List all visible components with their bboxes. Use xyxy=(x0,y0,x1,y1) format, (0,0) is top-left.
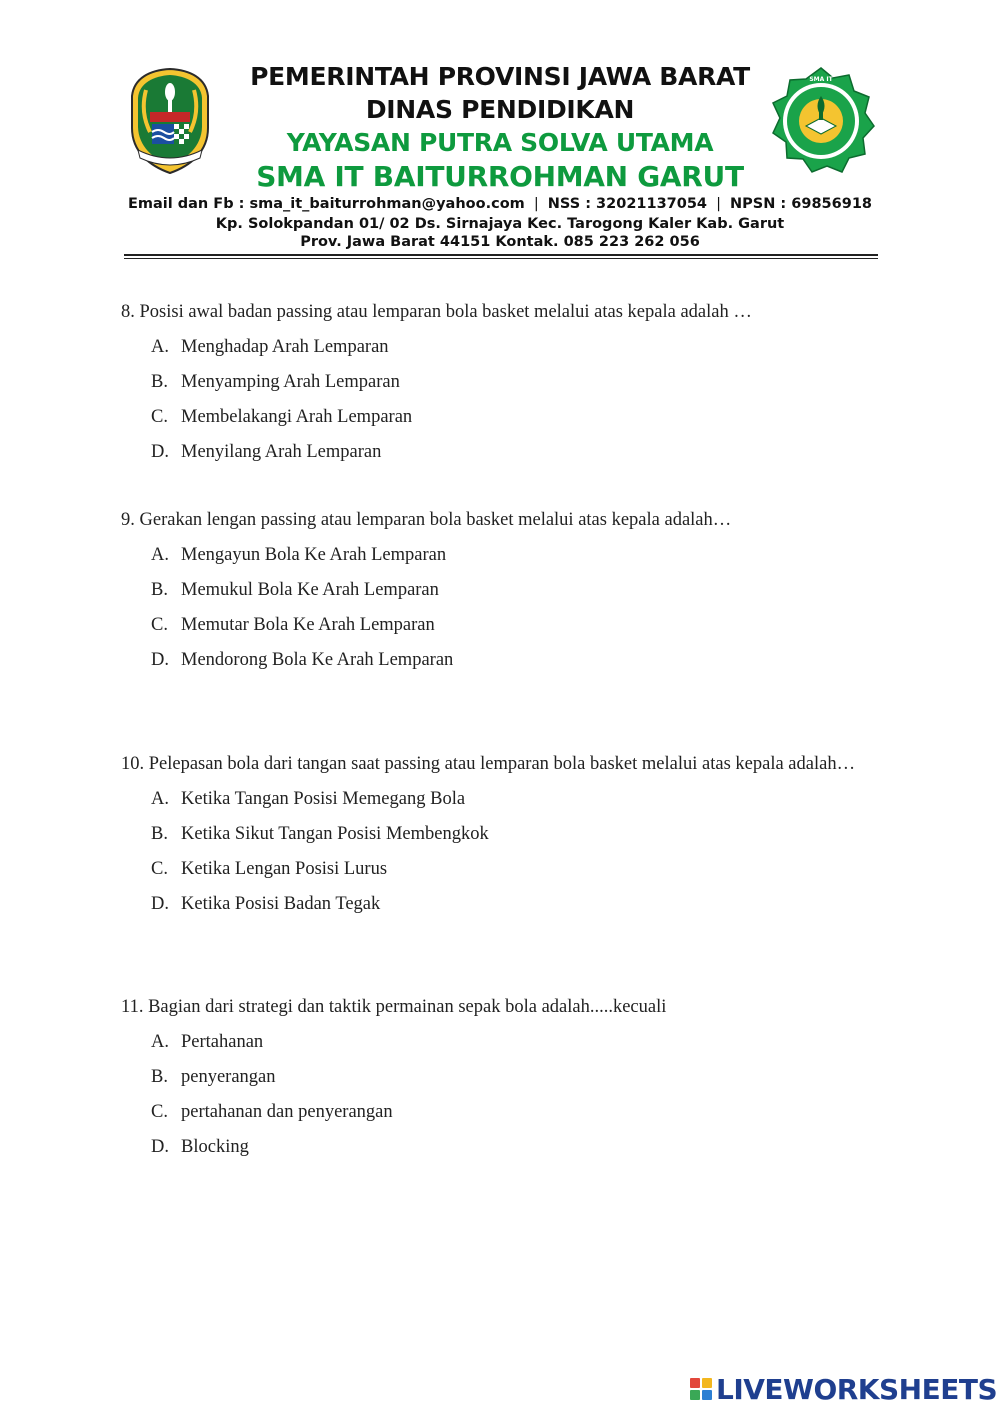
option-d[interactable]: D. Ketika Posisi Badan Tegak xyxy=(151,894,381,914)
liveworksheets-watermark xyxy=(690,1371,997,1407)
option-c[interactable]: C. Ketika Lengan Posisi Lurus xyxy=(151,859,388,879)
question-text: 10. Pelepasan bola dari tangan saat passing atau lemparan bola basket melalui atas kepala adalah… xyxy=(121,754,856,774)
option-a[interactable]: A. Mengayun Bola Ke Arah Lemparan xyxy=(151,545,447,565)
contact-email: Email dan Fb : sma_it_baiturrohman@yahoo.com xyxy=(127,196,525,212)
option-d[interactable]: D. Menyilang Arah Lemparan xyxy=(151,442,382,462)
question-9 xyxy=(121,503,861,678)
logo-tile xyxy=(702,1378,712,1388)
header-foundation-line: YAYASAN PUTRA SOLVA UTAMA xyxy=(286,128,714,157)
header-divider xyxy=(124,254,878,256)
question-text: 8. Posisi awal badan passing atau lemparan bola basket melalui atas kepala adalah … xyxy=(121,302,752,322)
option-b[interactable]: B. Menyamping Arah Lemparan xyxy=(151,372,400,392)
liveworksheets-wordmark: LIVEWORKSHEETS xyxy=(716,1372,998,1406)
option-c[interactable]: C. Membelakangi Arah Lemparan xyxy=(151,407,413,427)
option-b[interactable]: B. Ketika Sikut Tangan Posisi Membengkok xyxy=(151,824,489,844)
option-a[interactable]: A. Ketika Tangan Posisi Memegang Bola xyxy=(151,789,466,809)
option-c[interactable]: C. Memutar Bola Ke Arah Lemparan xyxy=(151,615,435,635)
option-c[interactable]: C. pertahanan dan penyerangan xyxy=(151,1102,393,1122)
option-a[interactable]: A. Pertahanan xyxy=(151,1032,264,1052)
header-divider-thin xyxy=(124,258,878,259)
header-address-line: Kp. Solokpandan 01/ 02 Ds. Sirnajaya Kec. Tarogong Kaler Kab. Garut xyxy=(215,216,785,232)
header-government-line: PEMERINTAH PROVINSI JAWA BARAT xyxy=(250,62,750,91)
header-contact-line xyxy=(0,196,1000,212)
option-d[interactable]: D. Mendorong Bola Ke Arah Lemparan xyxy=(151,650,454,670)
question-text: 9. Gerakan lengan passing atau lemparan bola basket melalui atas kepala adalah… xyxy=(121,510,732,530)
separator: | xyxy=(716,196,721,212)
header-department-line: DINAS PENDIDIKAN xyxy=(365,95,635,124)
option-a[interactable]: A. Menghadap Arah Lemparan xyxy=(151,337,389,357)
option-b[interactable]: B. penyerangan xyxy=(151,1067,276,1087)
logo-tile xyxy=(690,1390,700,1400)
nss-number: NSS : 32021137054 xyxy=(547,196,708,212)
logo-tile xyxy=(690,1378,700,1388)
separator: | xyxy=(533,196,539,212)
option-b[interactable]: B. Memukul Bola Ke Arah Lemparan xyxy=(151,580,439,600)
question-8 xyxy=(121,295,861,470)
option-d[interactable]: D. Blocking xyxy=(151,1137,249,1157)
question-11 xyxy=(121,990,861,1165)
svg-text:SMA IT: SMA IT xyxy=(809,76,833,83)
logo-tile xyxy=(702,1390,712,1400)
npsn-number: NPSN : 69856918 xyxy=(730,196,872,212)
question-text: 11. Bagian dari strategi dan taktik permainan sepak bola adalah.....kecuali xyxy=(121,997,667,1017)
question-10 xyxy=(121,747,861,922)
header-school-name: SMA IT BAITURROHMAN GARUT xyxy=(256,160,744,193)
liveworksheets-logo-icon xyxy=(690,1378,712,1400)
header-address-contact-line: Prov. Jawa Barat 44151 Kontak. 085 223 262 056 xyxy=(300,234,700,250)
